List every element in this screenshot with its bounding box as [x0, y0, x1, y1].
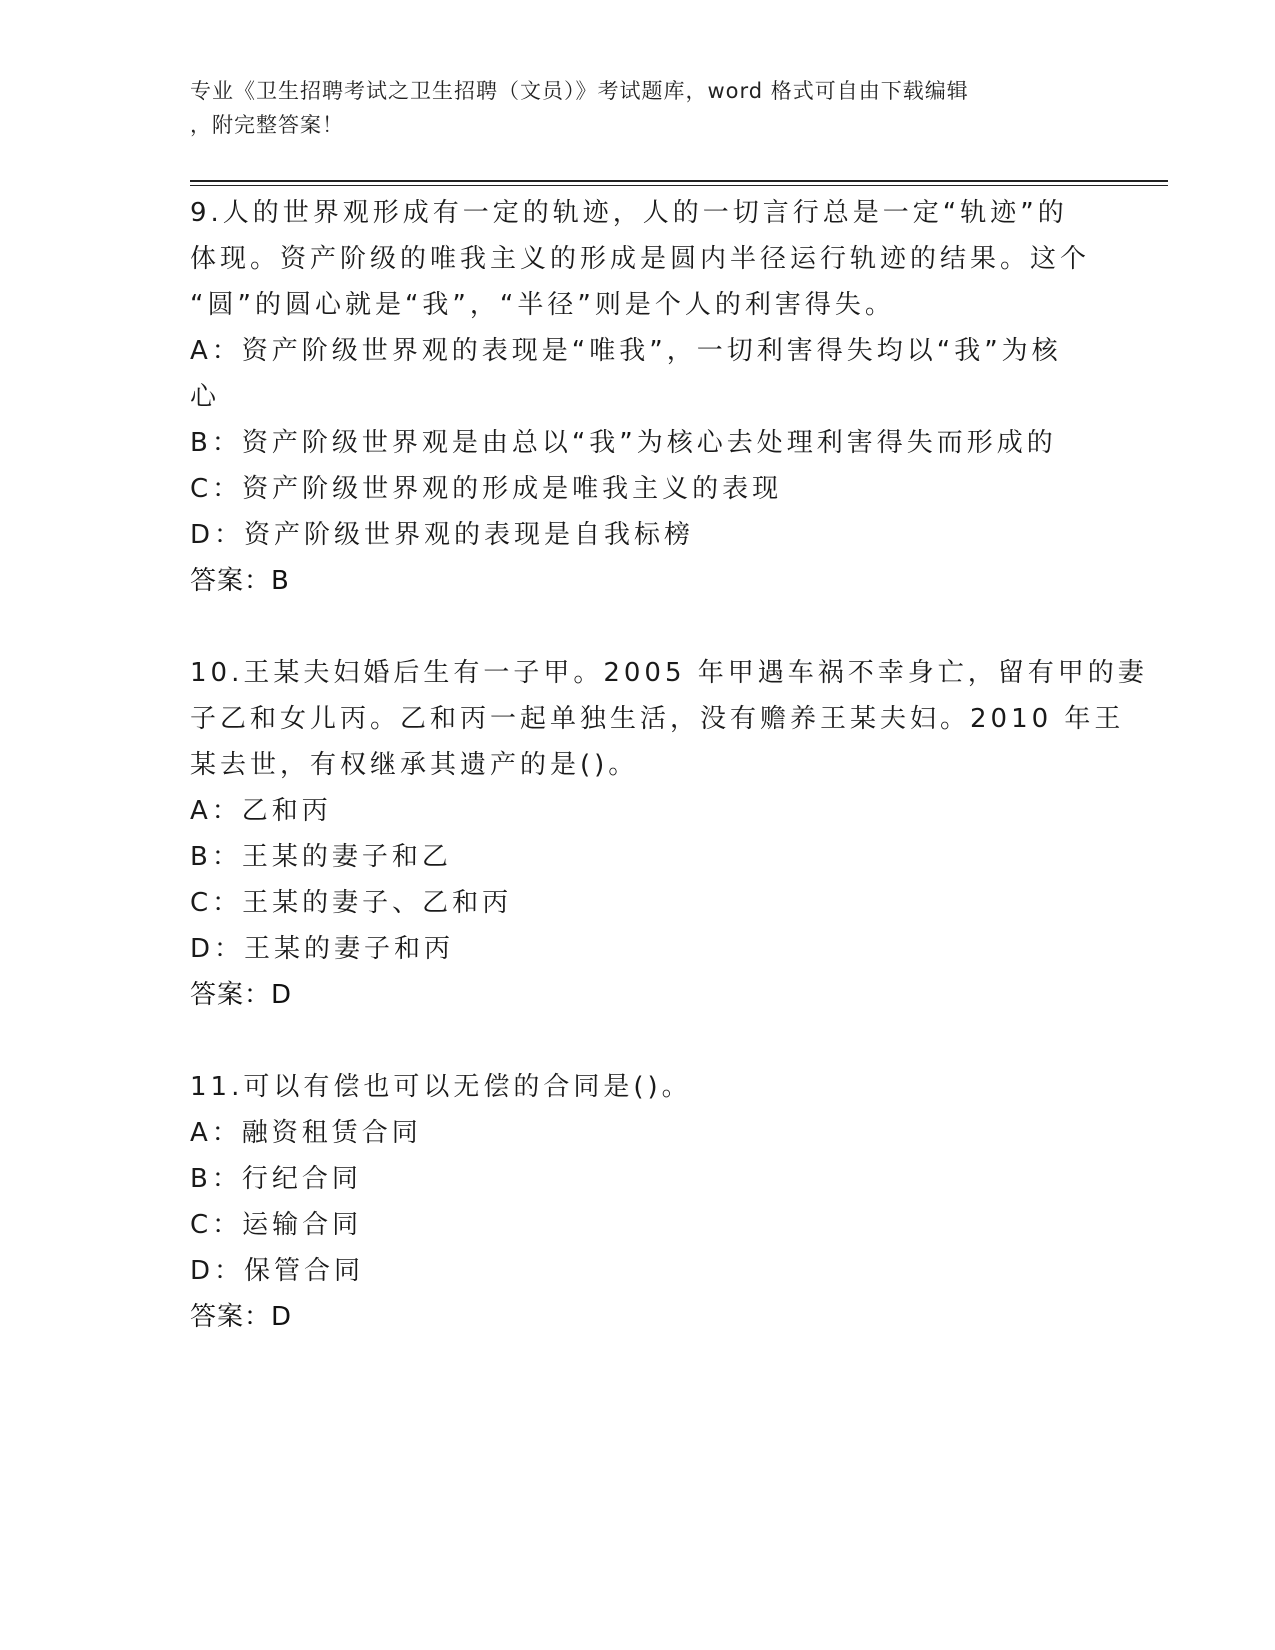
question-9 — [190, 190, 1090, 604]
header-line-1: 专业《卫生招聘考试之卫生招聘（文员）》考试题库，word 格式可自由下载编辑 — [190, 79, 969, 103]
question-11 — [190, 1064, 1090, 1340]
option-d: D：王某的妻子和丙 — [190, 934, 455, 964]
option-d: D：资产阶级世界观的表现是自我标榜 — [190, 520, 695, 550]
document-header — [190, 74, 1090, 142]
answer-line: 答案：D — [190, 1302, 293, 1332]
option-b: B：资产阶级世界观是由总以“我”为核心去处理利害得失而形成的 — [190, 428, 1057, 458]
question-list — [190, 190, 1148, 1340]
option-c: C：资产阶级世界观的形成是唯我主义的表现 — [190, 474, 783, 504]
question-stem-line: “圆”的圆心就是“我”，“半径”则是个人的利害得失。 — [190, 290, 895, 320]
question-stem-line: 9.人的世界观形成有一定的轨迹，人的一切言行总是一定“轨迹”的 — [190, 198, 1068, 228]
header-divider-thin — [190, 185, 1168, 186]
option-d: D：保管合同 — [190, 1256, 365, 1286]
option-a: A：资产阶级世界观的表现是“唯我”，一切利害得失均以“我”为核 — [190, 336, 1062, 366]
header-divider-thick — [190, 180, 1168, 182]
question-stem-line: 体现。资产阶级的唯我主义的形成是圆内半径运行轨迹的结果。这个 — [190, 244, 1091, 274]
option-b: B：行纪合同 — [190, 1164, 362, 1194]
answer-line: 答案：B — [190, 566, 290, 596]
option-a: A：融资租赁合同 — [190, 1118, 422, 1148]
option-a: A：乙和丙 — [190, 796, 332, 826]
question-stem-line: 子乙和女儿丙。乙和丙一起单独生活，没有赡养王某夫妇。2010 年王 — [190, 704, 1125, 734]
question-stem-line: 11.可以有偿也可以无偿的合同是()。 — [190, 1072, 692, 1102]
question-10 — [190, 650, 1148, 1018]
option-c: C：王某的妻子、乙和丙 — [190, 888, 513, 918]
question-stem-line: 10.王某夫妇婚后生有一子甲。2005 年甲遇车祸不幸身亡，留有甲的妻 — [190, 658, 1148, 688]
header-line-2: ，附完整答案！ — [190, 113, 344, 137]
option-a-continuation: 心 — [190, 382, 221, 412]
option-c: C：运输合同 — [190, 1210, 363, 1240]
answer-line: 答案：D — [190, 980, 293, 1010]
question-stem-line: 某去世，有权继承其遗产的是()。 — [190, 750, 639, 780]
option-b: B：王某的妻子和乙 — [190, 842, 452, 872]
